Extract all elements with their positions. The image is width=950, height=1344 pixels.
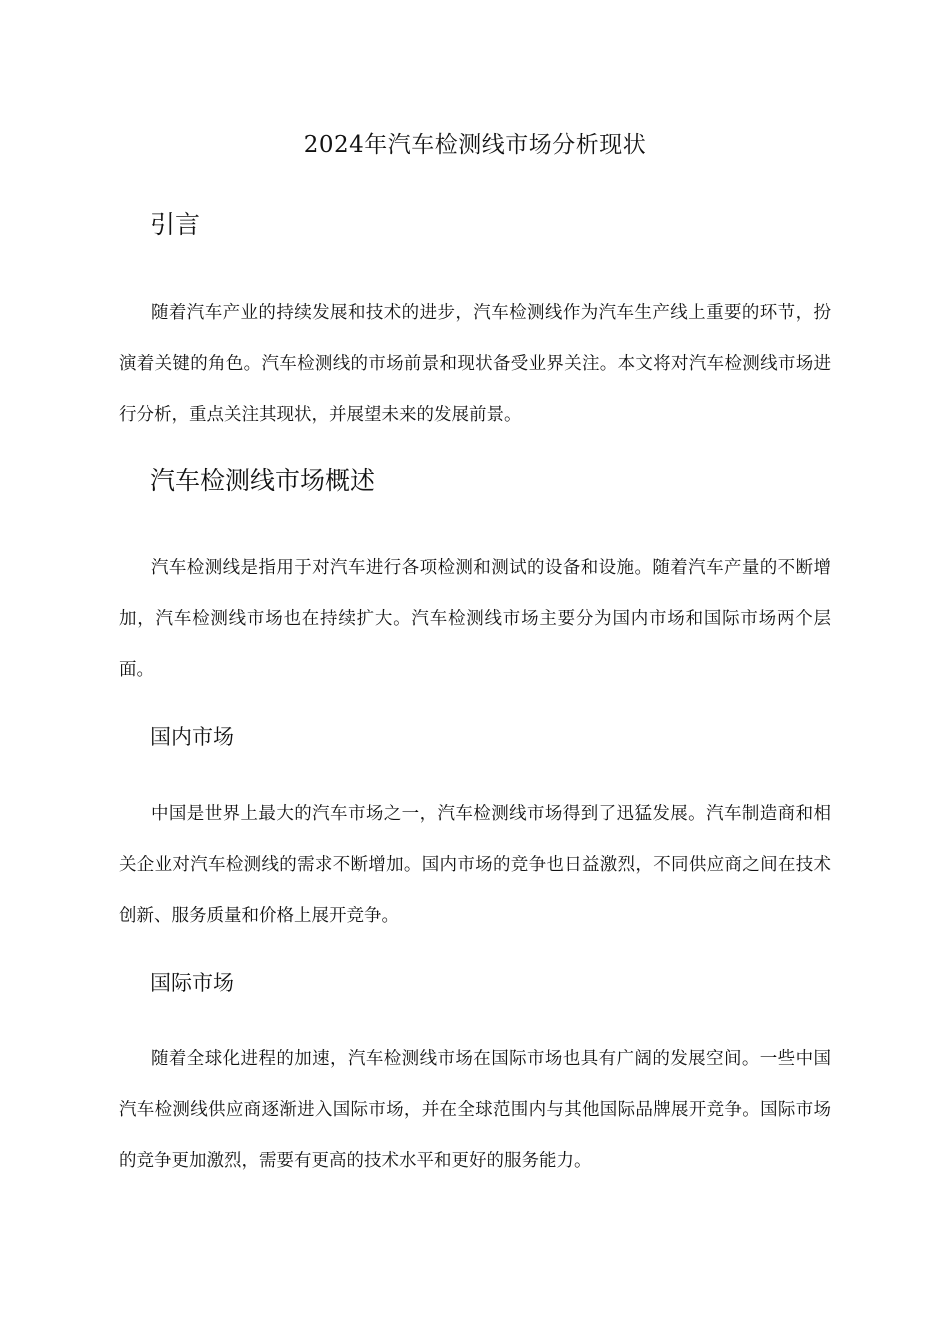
paragraph-domestic-market: 中国是世界上最大的汽车市场之一，汽车检测线市场得到了迅猛发展。汽车制造商和相关企业对汽车检测线的需求不断增加。国内市场的竞争也日益激烈，不同供应商之间在技术创新、服务质量和价格上展开竞争。 (119, 804, 831, 926)
paragraph-introduction: 随着汽车产业的持续发展和技术的进步，汽车检测线作为汽车生产线上重要的环节，扮演着关键的角色。汽车检测线的市场前景和现状备受业界关注。本文将对汽车检测线市场进行分析，重点关注其现状，并展望未来的发展前景。 (119, 303, 831, 425)
paragraph-international-market: 随着全球化进程的加速，汽车检测线市场在国际市场也具有广阔的发展空间。一些中国汽车检测线供应商逐渐进入国际市场，并在全球范围内与其他国际品牌展开竞争。国际市场的竞争更加激烈，需要有更高的技术水平和更好的服务能力。 (119, 1049, 831, 1171)
section-heading-market-overview: 汽车检测线市场概述 (150, 466, 376, 495)
section-heading-international-market: 国际市场 (150, 971, 234, 995)
paragraph-market-overview: 汽车检测线是指用于对汽车进行各项检测和测试的设备和设施。随着汽车产量的不断增加，汽车检测线市场也在持续扩大。汽车检测线市场主要分为国内市场和国际市场两个层面。 (119, 558, 831, 680)
section-heading-domestic-market: 国内市场 (150, 725, 234, 749)
document-title: 2024年汽车检测线市场分析现状 (303, 132, 647, 158)
section-heading-introduction: 引言 (150, 210, 201, 239)
